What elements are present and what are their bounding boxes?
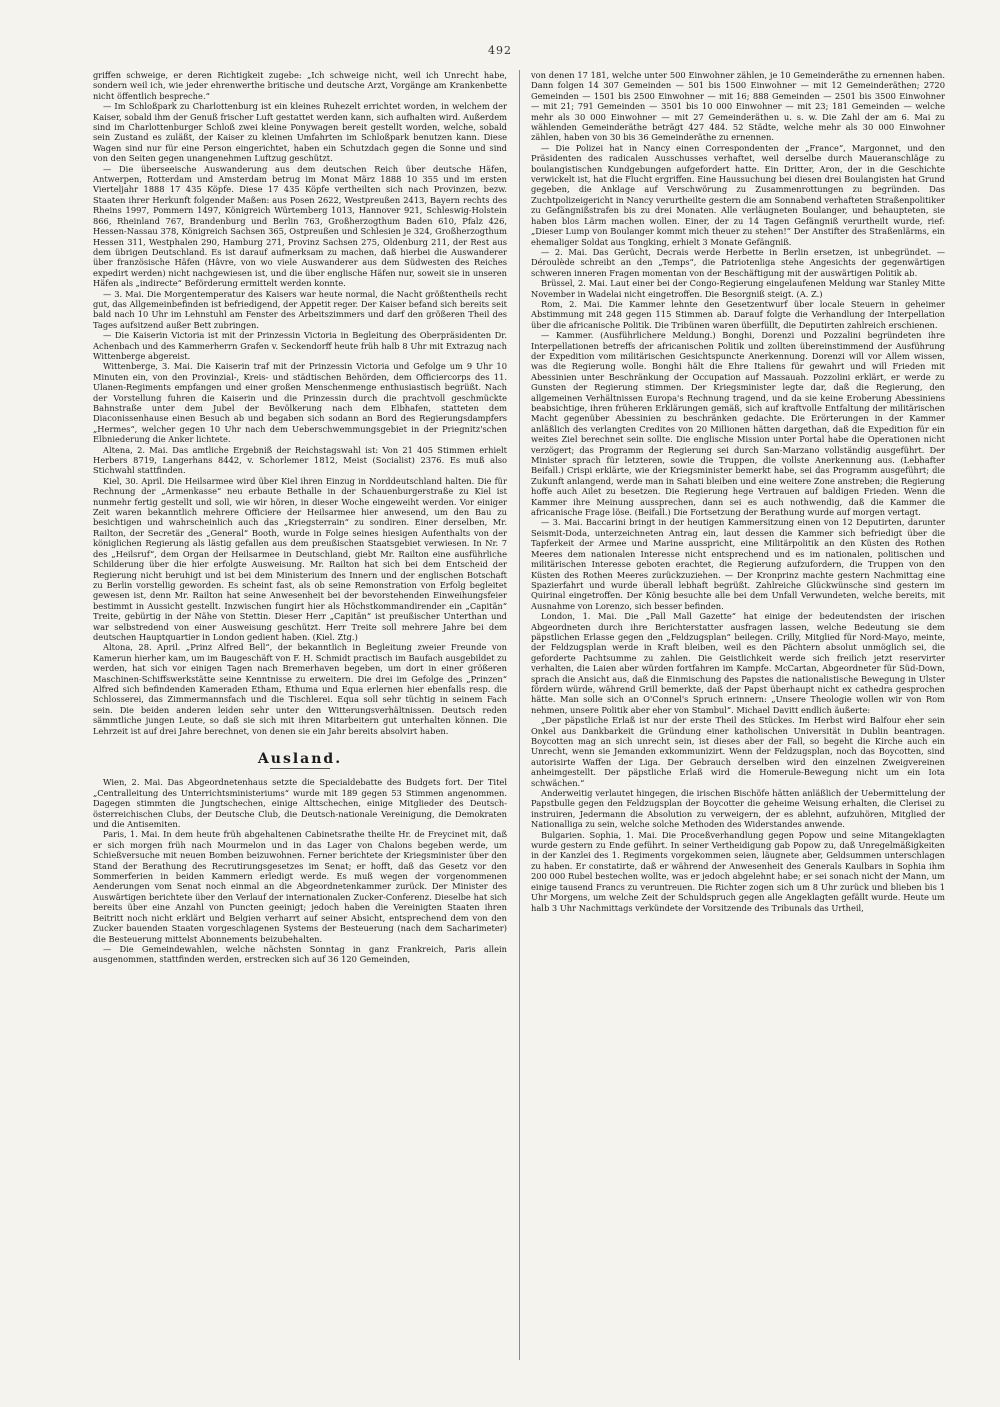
article-paragraph: — 3. Mai. Baccarini bringt in der heutigen Kammersitzung einen von 12 Deputirten, darunter Seismit-Doda, unterzeichneten Antrag ein, laut dessen die Kammer sich befriedigt über die Tapferkeit der Armee und Marine ausspricht, eine Militärpolitik an den Küsten des Rothen Meeres dem nationalen Interesse nicht entsprechend und es im nationalen, politischen und militärischen Interesse geboten erachtet, die Regierung aufzufordern, die Truppen von den Küsten des Rothen Meeres zurückzuziehen. — Der Kronprinz machte gestern Nachmittag eine Spazierfahrt und wurde überall lebhaft begrüßt. Zahlreiche Glückwünsche sind gestern im Quirinal eingetroffen. Der König besuchte alle bei dem Unfall Verwundeten, welche bereits, mit Ausnahme von Lorenzo, sich besser befinden. bbox=[531, 517, 945, 611]
article-paragraph: Paris, 1. Mai. In dem heute früh abgehaltenen Cabinetsrathe theilte Hr. de Freycinet mit, daß er sich morgen früh nach Mourmelon und in das Lager von Chalons begeben werde, um Schießversuche mit neuen Bomben beizuwohnen. Ferner berichtete der Kriegsminister über den Stand der Berathung des Recrutirungsgesetzes im Senat; er hofft, daß das Gesetz vor den Sommerferien in beiden Kammern erledigt werde. Es muß wegen der vorgenommenen Aenderungen vom Senat noch einmal an die Abgeordnetenkammer zurück. Der Minister des Auswärtigen berichtete über den Verlauf der internationalen Zucker-Conferenz. Dieselbe hat sich bereits über eine Anzahl von Puncten geeinigt; jedoch haben die Vereinigten Staaten ihren Beitritt noch nicht erklärt und Belgien verharrt auf seiner Absicht, entsprechend dem von den Zucker bauenden Staaten vorgeschlagenen Systems der Besteuerung (nach dem Sacharimeter) die Besteuerung mittelst Abonnements beizubehalten. bbox=[93, 829, 507, 944]
right-column bbox=[531, 70, 945, 1360]
article-paragraph: Kiel, 30. April. Die Heilsarmee wird über Kiel ihren Einzug in Norddeutschland halten. Die für Rechnung der „Armenkasse“ neu erbaute Bethalle in der Schauenburgerstraße zu Kiel ist nunmehr fertig gestellt und soll, wie wir hören, in dieser Woche eingeweiht werden. Vor einiger Zeit waren bekanntlich mehrere Officiere der Heilsarmee hier anwesend, um den Bau zu besichtigen und wahrscheinlich auch das „Kriegsterrain“ zu sondiren. Einer derselben, Mr. Railton, der Secretär des „General“ Booth, wurde in Folge seines hiesigen Aufenthalts von der königlichen Regierung als lästig gefallen aus dem preußischen Staatsgebiet verwiesen. In Nr. 7 des „Heilsruf“, dem Organ der Heilsarmee in Deutschland, giebt Mr. Railton eine ausführliche Schilderung über die hier erfolgte Ausweisung. Mr. Railton hat sich bei dem Entscheid der Regierung nicht beruhigt und ist bei dem Ministerium des Innern und der englischen Botschaft zu Berlin vorstellig geworden. Es scheint fast, als ob seine Remonstration von Erfolg begleitet gewesen ist, denn Mr. Railton hat seine Anwesenheit bei der bevorstehenden Einweihungsfeier bestimmt in Aussicht gestellt. Inzwischen fungirt hier als Höchstkommandirender ein „Capitän“ Treite, gebürtig in der Nähe von Stettin. Dieser Herr „Capitän“ ist preußischer Unterthan und war selbstredend von einer Ausweisung geschützt. Herr Treite soll mehrere Jahre bei dem deutschen Hauptquartier in London gedient haben. (Kiel. Ztg.) bbox=[93, 475, 507, 642]
article-paragraph: Brüssel, 2. Mai. Laut einer bei der Congo-Regierung eingelaufenen Meldung war Stanley Mitte November in Wadelai nicht eingetroffen. Die Besorgniß steigt. (A. Z.) bbox=[531, 278, 945, 299]
article-paragraph: — Die Polizei hat in Nancy einen Correspondenten der „France“, Margonnet, und den Präsidenten des radicalen Ausschusses verhaftet, weil derselbe durch Maueranschläge zu boulangistischen Kundgebungen aufgefordert hatte. Ein Dritter, Aron, der in die Geschichte verwickelt ist, hat die Flucht ergriffen. Eine Haussuchung bei diesen drei Boulangisten hat Grund gegeben, die Anklage auf Verschwörung zu Zusammenrottungen zu begründen. Das Zuchtpolizeigericht in Nancy verurtheilte gestern die am Sonnabend verhafteten Straßenpolitiker zu Gefängnißstrafen bis zu drei Monaten. Alle verläugneten Boulanger, und behaupteten, sie haben blos Lärm machen wollen. Einer, der zu 14 Tagen Gefängniß verurtheilt wurde, rief: „Dieser Lump von Boulanger kommt mich theuer zu stehen!“ Der Anstifter des Straßenlärms, ein ehemaliger Soldat aus Tongking, erhielt 3 Monate Gefängniß. bbox=[531, 142, 945, 247]
article-paragraph: „Der päpstliche Erlaß ist nur der erste Theil des Stückes. Im Herbst wird Balfour eher sein Onkel aus Dankbarkeit die Gründung einer katholischen Universität in Dublin beantragen. Boycotten mag an sich unrecht sein, ist dieses aber der Fall, so begeht die Kirche auch ein Unrecht, wenn sie Jemanden exkommunizirt. Wenn der Feldzugsplan, noch das Boycotten, sind autorisirte Waffen der Liga. Der Gebrauch derselben wird den einzelnen Zweigvereinen anheimgestellt. Der päpstliche Erlaß wird die Homerule-Bewegung nicht um ein Iota schwächen.“ bbox=[531, 715, 945, 788]
article-paragraph: Altena, 2. Mai. Das amtliche Ergebniß der Reichstagswahl ist: Von 21 405 Stimmen erhielt Herbers 8719, Langerhans 8442, v. Schorlemer 1812, Meist (Socialist) 2376. Es muß also Stichwahl stattfinden. bbox=[93, 444, 507, 476]
article-paragraph: Bulgarien. Sophia, 1. Mai. Die Proceßverhandlung gegen Popow und seine Mitangeklagten wurde gestern zu Ende geführt. In seiner Vertheidigung gab Popow zu, daß Unregelmäßigkeiten in der Kanzlei des 1. Regiments vorgekommen seien, läugnete aber, Geldsummen unterschlagen zu haben. Er constatirte, daß er während der Anwesenheit des Generals Kaulbars in Sophia ihm 200 000 Rubel bestechen wollte, was er jedoch abgelehnt habe; er sei sonach nicht der Mann, um einige tausend Francs zu veruntreuen. Die Richter zogen sich um 8 Uhr zurück und blieben bis 1 Uhr Morgens, um welche Zeit der Schuldspruch gegen alle Angeklagten gefällt wurde. Heute um halb 3 Uhr Nachmittags verkündete der Vorsitzende des Tribunals das Urtheil, bbox=[531, 829, 945, 913]
article-paragraph: Rom, 2. Mai. Die Kammer lehnte den Gesetzentwurf über locale Steuern in geheimer Abstimmung mit 248 gegen 115 Stimmen ab. Darauf folgte die Verhandlung der Interpellation über die africanische Politik. Die Tribünen waren überfüllt, die Deputirten zahlreich erschienen. bbox=[531, 298, 945, 330]
article-paragraph: — 3. Mai. Die Morgentemperatur des Kaisers war heute normal, die Nacht größtentheils recht gut, das Allgemeinbefinden ist befriedigend, der Appetit reger. Der Kaiser befand sich bereits seit bald nach 10 Uhr im Lehnstuhl am Fenster des Arbeitszimmers und darf den größeren Theil des Tages aufsitzend außer Bett zubringen. bbox=[93, 288, 507, 330]
article-paragraph: — Die Gemeindewahlen, welche nächsten Sonntag in ganz Frankreich, Paris allein ausgenommen, stattfinden werden, erstrecken sich auf 36 120 Gemeinden, bbox=[93, 943, 507, 965]
article-paragraph: — Die überseeische Auswanderung aus dem deutschen Reich über deutsche Häfen, Antwerpen, Rotterdam und Amsterdam betrug im Monat März 1888 10 355 und im ersten Vierteljahr 1888 17 435 Köpfe. Diese 17 435 Köpfe vertheilten sich nach Provinzen, bezw. Staaten ihrer Herkunft folgender Maßen: aus Posen 2622, Westpreußen 2413, Bayern rechts des Rheins 1997, Pommern 1497, Königreich Würtemberg 1013, Hannover 921, Schleswig-Holstein 866, Rheinland 767, Brandenburg und Berlin 763, Großherzogthum Baden 610, Pfalz 426, Hessen-Nassau 378, Königreich Sachsen 365, Ostpreußen und Schlesien je 324, Großherzogthum Hessen 311, Westphalen 290, Hamburg 271, Provinz Sachsen 275, Oldenburg 211, der Rest aus dem übrigen Deutschland. Es ist darauf aufmerksam zu machen, daß hierbei die Auswanderer über französische Häfen (Hâvre, von wo viele Auswanderer aus dem Südwesten des Reiches expedirt werden) nicht nachgewiesen ist, und die über englische Häfen nur, soweit sie in unseren Häfen als „indirecte“ Beförderung ermittelt werden konnte. bbox=[93, 163, 507, 289]
article-paragraph: Wittenberge, 3. Mai. Die Kaiserin traf mit der Prinzessin Victoria und Gefolge um 9 Uhr 10 Minuten ein, von den Provinzial-, Kreis- und städtischen Behörden, dem Officiercorps des 11. Ulanen-Regiments empfangen und einer großen Menschenmenge enthusiastisch begrüßt. Nach der Vorstellung fuhren die Kaiserin und die Prinzessin durch die prachtvoll geschmückte Bahnstraße unter dem Jubel der Bevölkerung nach dem Elbhafen, statteten dem Diaconissenhause einen Besuch ab und begaben sich sodann an Bord des Regierungsdampfers „Hermes“, welcher gegen 10 Uhr nach dem Ueberschwemmungsgebiet in der Priegnitz'schen Elbniederung die Anker lichtete. bbox=[93, 361, 507, 445]
article-paragraph: Altona, 28. April. „Prinz Alfred Bell“, der bekanntlich in Begleitung zweier Freunde von Kamerun hierher kam, um im Baugeschäft von F. H. Schmidt practisch im Baufach ausgebildet zu werden, hat sich vor einigen Tagen nach Bremerhaven begeben, um dort in einer größeren Maschinen-Schiffswerkstätte seine Kenntnisse zu erweitern. Die drei im Gefolge des „Prinzen“ Alfred sich befindenden Kameraden Etham, Ethuma und Equa erlernen hier ebenfalls resp. die Schlosserei, das Zimmermannsfach und die Tischlerei. Equa soll sehr tüchtig in seinem Fach sein. Die beiden anderen leiden sehr unter den Witterungsverhältnissen. Deutsch reden sämmtliche jungen Leute, so daß sie sich mit ihren Mitarbeitern gut unterhalten können. Die Lehrzeit ist auf drei Jahre berechnet, von denen sie ein Jahr bereits absolvirt haben. bbox=[93, 642, 507, 736]
article-paragraph: Wien, 2. Mai. Das Abgeordnetenhaus setzte die Specialdebatte des Budgets fort. Der Titel „Centralleitung des Unterrichtsministeriums“ wurde mit 189 gegen 53 Stimmen angenommen. Dagegen stimmten die Jungtschechen, einige Alttschechen, einige Mitglieder des Deutsch-österreichischen Clubs, der Deutsche Club, die Deutsch-nationale Vereinigung, die Demokraten und die Antisemiten. bbox=[93, 777, 507, 830]
article-paragraph: — Die Kaiserin Victoria ist mit der Prinzessin Victoria in Begleitung des Oberpräsidenten Dr. Achenbach und des Kammerherrn Grafen v. Seckendorff heute früh halb 8 Uhr mit Extrazug nach Wittenberge abgereist. bbox=[93, 330, 507, 361]
columns bbox=[93, 70, 945, 1360]
article-paragraph: Anderweitig verlautet hingegen, die irischen Bischöfe hätten anläßlich der Uebermittelung der Papstbulle gegen den Feldzugsplan der Boycotter die geheime Weisung erhalten, die Clerisei zu instruiren, Jedermann die Absolution zu verweigern, der es ablehnt, aufzuhören, Mitglied der Nationalliga zu sein, welche solche Methoden des Widerstandes anwende. bbox=[531, 788, 945, 830]
article-paragraph: — 2. Mai. Das Gerücht, Decrais werde Herbette in Berlin ersetzen, ist unbegründet. — Déroulède schreibt an den „Temps“, die Patriotenliga stehe Angesichts der gegenwärtigen schweren inneren Fragen momentan von der Beschäftigung mit der auswärtigen Politik ab. bbox=[531, 246, 945, 278]
column-divider bbox=[519, 70, 520, 1360]
section-title-ausland: Ausland. bbox=[93, 754, 507, 769]
article-paragraph: London, 1. Mai. Die „Pall Mall Gazette“ hat einige der bedeutendsten der irischen Abgeordneten durch ihre Berichterstatter ausfragen lassen, welche Bedeutung sie dem päpstlichen Erlasse gegen den „Feldzugsplan“ beilegen. Crilly, Mitglied für Nord-Mayo, meinte, der Feldzugsplan werde in Kraft bleiben, weil es den Pächtern absolut unmöglich sei, die geforderte Pachtsumme zu zahlen. Die Geistlichkeit werde sich freilich jetzt reservirter verhalten, die Laien aber würden fortfahren im Kampfe. McCartan, Abgeordneter für Süd-Down, sprach die Ansicht aus, daß die Einmischung des Papstes die nationalistische Bewegung in Ulster fördern würde, während Grill bemerkte, daß der Papst überhaupt nicht ex cathedra gesprochen hätte. Man solle sich an O'Connel's Spruch erinnern: „Unsere Theologie wollen wir von Rom nehmen, unsere Politik aber eher von Stambul“. Michael Davitt endlich äußerte: bbox=[531, 611, 945, 715]
page-number: 492 bbox=[488, 44, 512, 57]
article-paragraph: griffen schweige, er deren Richtigkeit zugebe: „Ich schweige nicht, weil ich Unrecht habe, sondern weil ich, wie jeder ehrenwerthe britische und deutsche Arzt, Vorgänge am Krankenbette nicht öffentlich bespreche.“ bbox=[93, 70, 507, 101]
article-paragraph: von denen 17 181, welche unter 500 Einwohner zählen, je 10 Gemeinderäthe zu ernennen haben. Dann folgen 14 307 Gemeinden — 501 bis 1500 Einwohner — mit 12 Gemeinderäthen; 2720 Gemeinden — 1501 bis 2500 Einwohner — mit 16; 888 Gemeinden — 2501 bis 3500 Einwohner — mit 21; 791 Gemeinden — 3501 bis 10 000 Einwohner — mit 23; 181 Gemeinden — welche mehr als 30 000 Einwohner — mit 27 Gemeinderäthen u. s. w. Die Zahl der am 6. Mai zu wählenden Gemeinderäthe beträgt 427 484. 52 Städte, welche mehr als 30 000 Einwohner zählen, haben von 30 bis 36 Gemeinderäthe zu ernennen. bbox=[531, 70, 945, 143]
article-paragraph: — Kammer. (Ausführlichere Meldung.) Bonghi, Dorenzi und Pozzalini begründeten ihre Interpellationen betreffs der africanischen Politik und zollten übereinstimmend der Ausführung der Expedition vom militärischen Gesichtspuncte Anerkennung. Dorenzi will vor Allem wissen, was die Regierung wolle. Bonghi hält die Ehre Italiens für gewahrt und will Frieden mit Abessinien unter Beschränkung der Occupation auf Massauah. Pozzolini erklärt, er werde zu Gunsten der Regierung stimmen. Der Kriegsminister legte dar, daß die Regierung, den allgemeinen Verhältnissen Europa's Rechnung tragend, und da sie keine Eroberung Abessiniens beabsichtige, ihren früheren Erklärungen gemäß, sich auf kraftvolle Entfaltung der militärischen Macht gegenüber Abessinien zu beschränken gedachte. Die Erörterungen in der Kammer anläßlich des verlangten Credites von 20 Millionen hätten dargethan, daß die Expedition für ein weites Ziel berechnet sein sollte. Die englische Mission unter Portal habe die Operationen nicht verzögert; das Programm der Regierung sei durch San-Marzano vollständig ausgeführt. Der Minister sprach für letzteren, sowie die Truppen, die vollste Anerkennung aus. (Lebhafter Beifall.) Crispi erklärte, wie der Kriegsminister bemerkt habe, sei das Programm ausgeführt; die Zukunft anlangend, werde man in Sahati bleiben und eine weitere Zone anstreben; die Regierung hoffe auch Ailet zu besetzen. Die Regierung hege Vertrauen auf baldigen Frieden. Wenn die Kammer ihre Meinung aussprechen, dann sei es auch nothwendig, daß die Kammer die africanische Frage löse. (Beifall.) Die Fortsetzung der Berathung wurde auf morgen vertagt. bbox=[531, 330, 945, 518]
left-column bbox=[93, 70, 507, 1360]
article-paragraph: — Im Schloßpark zu Charlottenburg ist ein kleines Ruhezelt errichtet worden, in welchem der Kaiser, sobald ihm der Genuß frischer Luft gestattet werden kann, sich aufhalten wird. Außerdem sind im Charlottenburger Schloß zwei kleine Ponywagen bereit gestellt worden, welche, sobald sein Zustand es zuläßt, der Kaiser zu kleinen Umfahrten im Schloßpark benutzen kann. Diese Wagen sind nur für eine Person eingerichtet, haben ein Schutzdach gegen die Sonne und sind von den Seiten gegen unangenehmen Luftzug geschützt. bbox=[93, 101, 507, 164]
